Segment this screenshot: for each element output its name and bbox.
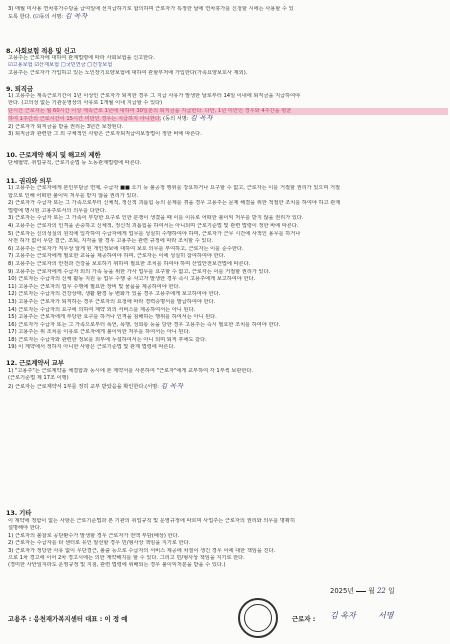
sec11-line: 11) 고용주는 근로자의 업무 수행에 필요한 장비 및 물품을 제공하여야 한다. [8,283,181,290]
sec13-line-5: 3) 근로자가 정당한 사유 없이 무단결근, 불출 등으로 수급자의 서비스 제공에 차질이 생긴 경우 이에 대한 책임을 진다. [8,547,276,554]
section-11-body [8,185,448,352]
sec11-line: 2) 근로자가 수급자 또는 그 가족으로부터 신체적, 정신적 괴롭힘 등의 문제를 겪을 경우 고용주는 문제 해결을 위한 적절한 조치를 하여야 하고 관계 [8,200,341,207]
section-9-body [8,93,448,138]
contract-date [330,585,395,595]
section-12-body [8,368,448,391]
sec9-line-1: 1) 고용주는 계속근로기간이 1년 이상인 근로자가 퇴직한 경우 그 지급 사유가 발생한 날로부터 14일 이내에 퇴직금을 지급하여야 [8,93,301,99]
sec11-line: 14) 근로자는 수급자의 요구에 의하여 계약 외의 서비스를 제공하여서는 아니 된다. [8,306,196,313]
sec11-line: 함으로 인해 어떠한 불이익 처우를 받지 않을 권리가 있다. [8,192,139,199]
sec11-line: 법령에 명시된 고용주로서의 의무를 다한다. [8,207,107,214]
receipt-signature: 김 옥자 [160,382,184,390]
sec12-receipt-label: 2) 근로자는 근로계약서 1부를 정히 교부 받았음을 확인한다.(서명: [8,383,159,390]
sec11-line: 17) 고용주는 위 조치를 이유로 근로자에게 불이익한 처우를 하여서는 아니 된다. [8,329,191,336]
sec9-line-2: 한다. (고의성 없는 기관운영상의 사유로 1개월 이내 지급할 수 있다) [8,100,163,107]
sec13-line-4: 2) 근로자는 수급자를 타 센터로 유인 알선할 경우 민/형사상 책임을 지기로 한다. [8,540,191,547]
section-11-title: 11. 권리와 의무 [6,177,52,185]
section-10-title: 10. 근로계약 해지 및 해고의 제한 [6,151,101,159]
sec9-consent-label: (동의 서명: [163,116,189,123]
sec11-line: 7) 고용주는 근로자에게 필요한 교육을 제공하여야 하며, 근로자는 이에 성실히 참여하여야 한다. [8,253,226,260]
sec11-line: 12) 근로자는 수급자의 건강상태, 생활 환경 등 변화가 있을 경우 고용주에게 보고하여야 한다. [8,291,221,298]
sec13-line-2: 설명해야 한다. [8,525,42,532]
vacation-clause [8,6,448,22]
sec8-line-1: 고용주는 근로자에 대하여 관계법령에 따라 사회보험을 신고한다. [8,55,155,61]
sec11-line: 8) 고용주는 근로자의 안전과 건강을 보호하기 위하여 필요한 조치를 하여야 하며 산업안전보건법에 따른다. [8,260,251,267]
vacation-line-2 [8,13,448,21]
vacation-line-1: 3) 매월 미사용 연차휴가수당을 급여일에 선지급하기로 합의하며 근로자가 특정한 날에 연차휴가를 신청할 시에는 사용할 수 있 [8,6,294,12]
sec13-line-7: (경미한 사안일지라도 운영규정 및 지침, 관련 법령에 위배되는 경우 불이익처분을 받을 수 있다.) [8,562,226,569]
sec9-highlight-line-2: 하여 1주간의 근로시간이 15시간 미만인 경우는 지급하지 아니한다. [8,116,162,123]
sec11-line: 10) 근로자는 수급자의 신체 활동 지원 등 업무 수행 중 사고가 발생한 경우 즉시 고용주에게 보고하여야 한다. [8,276,256,283]
sec9-highlight-line-1: 단시간 근로자는 월 60시간 이상 계속근로 1년에 대하여 30일분의 퇴직금을 지급한다. 다만, 1년 미만인 경우와 4주간을 평균 [8,108,448,115]
sec13-line-6: 으로 1차 경고에 이어 2차 경고시에는 의한 계약해지를 할 수 있다. 그리고 민/형사상 책임을 지기로 한다. [8,555,245,562]
section-9-title: 9. 퇴직금 [6,85,34,93]
sec11-line: 18) 근로자는 수급자와 관련한 정보를 외부에 누설하여서는 아니 되며 퇴직 후에도 같다. [8,336,207,343]
retirement-signature: 김 옥자 [190,115,213,123]
sec12-line-3 [8,383,448,391]
checkbox-icon: ☑ [35,14,40,21]
sec12-line-1: 1) "고용주"는 근로계약을 체결함과 동시에 본 계약서를 사본하여 "근로자"에게 교부하여 각 1부씩 보관한다. [8,368,254,374]
sec9-line-4 [8,115,448,123]
sec11-line: 19) 이 계약에서 정하지 아니한 사항은 근로기준법 및 관계 법령에 따른다. [8,344,176,351]
sec11-line: 16) 근로자가 수급자 또는 그 가족으로부터 폭언, 폭행, 성희롱 등을 당한 경우 고용주는 즉시 필요한 조치를 하여야 한다. [8,321,281,328]
sec8-line-3: 고용주는 근로자가 가입하고 있는 노인장기요양보험에 대하여 관할부처에 가입한다(가족요양보호사 제외). [8,69,248,76]
section-13-title: 13. 기타 [6,509,32,517]
worker-sign-mark: 서명 [378,611,394,620]
insurance-checkboxes: ☑고용보험 ☑산재보험 □국민연금 □건강보험 [8,62,113,69]
worker-signature: 김 옥자 [330,611,356,620]
section-13-body [8,518,448,570]
worker-label: 근로자 : [292,615,316,623]
sec11-line: 6) 고용주는 근로자가 직무상 알게 된 개인정보에 대하여 보호 의무를 부여하고, 근로자는 이를 준수한다. [8,245,244,252]
section-12-title: 12. 근로계약서 교부 [6,359,64,367]
sec13-line-3: 1) 근로자의 불찰로 공단환수가 발생할 경우 근로자가 전액 부담(배상) 한다. [8,532,180,539]
sec11-line: 15) 고용주는 근로자에게 부당한 요구를 하거나 인격을 침해하는 행위를 하여서는 아니 된다. [8,314,217,321]
official-seal-icon [238,598,278,638]
date-day-label: 일 [388,587,395,595]
sec11-line: 사전 허가 없이 무단 결근, 조퇴, 지각을 할 경우 고용주는 관련 규정에 따라 조치할 수 있다. [8,238,214,245]
sec11-line: 9) 고용주는 근로자에게 수급자 외의 가족 등을 위한 가사 업무를 요구할 수 없고, 근로자는 이를 거절할 권리가 있다. [8,268,271,275]
vacation-consent-label: 동의 서명: [39,14,64,21]
date-month-mark [356,591,366,592]
sec11-line: 13) 고용주는 근로자가 퇴직하는 경우 근로자의 요청에 따라 경력증명서를 발급하여야 한다. [8,298,216,305]
sec11-line: 3) 근로자는 수급자 또는 그 가족이 부당한 요구로 인한 분쟁이 생겼을 때 이를 이유로 어떠한 불이익 처우를 받지 않을 권리가 있다. [8,215,304,222]
sec9-line-6: 3) 퇴직금과 관련한 그 외 구체적인 사항은 근로자퇴직급여보장법이 정한 바에 따른다. [8,131,202,138]
sec11-line: 1) 고용주는 근로자에게 본인부담금 면제, 수급자 ■■ 오기 등 불공정 행위를 강요하거나 요구할 수 없고, 근로자는 이를 거절할 권리가 있으며 거절 [8,185,341,191]
vacation-signature: 김 옥자 [64,13,88,21]
vacation-prefix: 도록 한다. ( [8,14,36,21]
section-8-body [8,55,448,77]
section-8-title: 8. 사회보험 적용 및 신고 [6,47,76,55]
sec11-line: 5) 근로자는 신의성실의 원칙에 입각하여 수급자에게 업무를 성실히 수행하여야 하며, 근로자가 근무 시간에 사적인 용무를 하거나 [8,230,301,237]
date-year: 2025년 [330,587,354,595]
date-month-label: 월 [368,587,375,595]
date-day: 22 [376,587,386,595]
sec10-line-1: 단체협약, 취업규칙, 근로기준법 등 노동관계법령에 따른다. [8,160,142,166]
section-10-body [8,160,448,167]
sec11-line: 4) 고용주는 근로자의 인격을 존중하고 신체적, 정신적 괴롭힘을 하여서는 아니되며 근로기준법 및 관련 법령이 정한 바에 따른다. [8,222,299,229]
seal-inner-ring [244,604,272,632]
sec13-line-1: 이 계약에 정함이 없는 사항은 근로기준법과 본 기관의 취업규칙 및 운영규정에 따르며 사업주는 근로자의 권리와 의무를 명확히 [8,518,295,524]
sec12-line-2: (근로기준법 제 17조 이행) [8,375,69,382]
sec9-line-5: 2) 근로자가 퇴직금을 받을 권리는 3년간 보장된다. [8,123,124,130]
employer-line: 고용주 : 응천재가복지센터 대표 : 이 정 예 [8,615,128,623]
